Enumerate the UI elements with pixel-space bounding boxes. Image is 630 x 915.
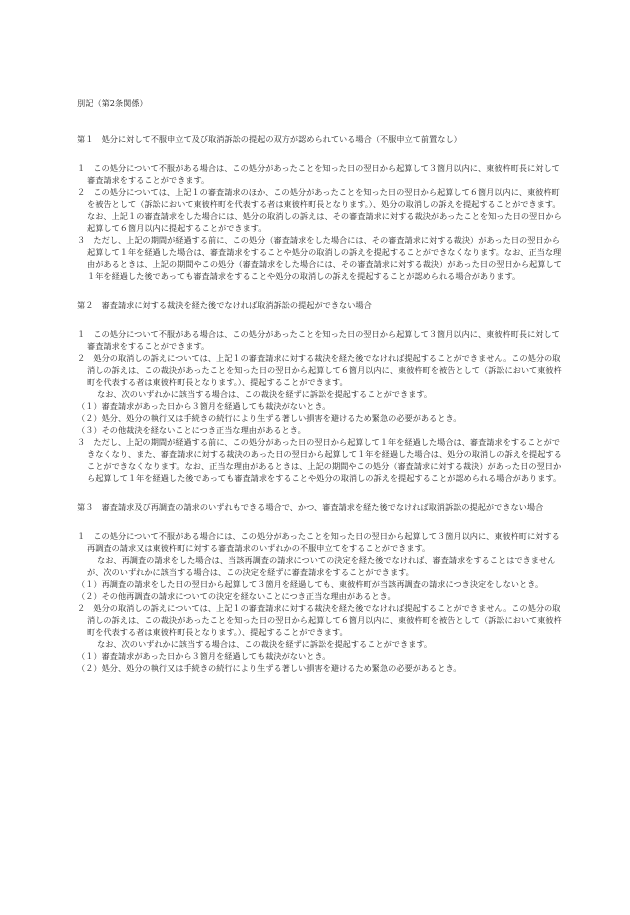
section-1-item-1: １ この処分について不服がある場合は、この処分があったことを知った日の翌日から起算して３箇月以内に、東彼杵町長に対して審査請求をすることができます。 — [77, 163, 560, 185]
section-2-sub-3: （３）その他裁決を経ないことにつき正当な理由があるとき。 — [77, 425, 306, 435]
section-1-item-3: ３ ただし、上記の期間が経過する前に、この処分（審査請求をした場合には、その審査請求に対する裁決）があった日の翌日から起算して１年を経過した場合は、審査請求をすることや処分の取消しの訴えを提起することができなくなります。なお、正当な理由があるときは、上記の期間やこの処分（審査請求をした場合には、その審査請求に対する裁決）があった日の翌日から起算して１年を経過した後であっても審査請求をすることや処分の取消しの訴えを提起することが認められる場合があります。 — [77, 235, 562, 281]
section-1-title: 第１ 処分に対して不服申立て及び取消訴訟の提起の双方が認められている場合（不服申立て前置なし） — [77, 134, 462, 144]
section-3-note-2: なお、次のいずれかに該当する場合は、この裁決を経ずに訴訟を提起することができます。 — [97, 639, 433, 649]
spacer — [77, 109, 562, 133]
section-2-sub-2: （２）処分、処分の執行又は手続きの続行により生ずる著しい損害を避けるため緊急の必要があるとき。 — [77, 413, 462, 423]
section-3-item-2: ２ 処分の取消しの訴えについては、上記１の審査請求に対する裁決を経た後でなければ提起することができません。この処分の取消しの訴えは、この裁決があったことを知った日の翌日から起算して６箇月以内に、東彼杵町を被告として（訴訟において東彼杵町を代表する者は東彼杵町長となります。）、提起することができます。 — [77, 603, 562, 637]
section-2-sub-1: （１）審査請求があった日から３箇月を経過しても裁決がないとき。 — [77, 401, 331, 411]
section-2-item-3: ３ ただし、上記の期間が経過する前に、この処分があった日の翌日から起算して１年を経過した場合は、審査請求をすることができなくなり、また、審査請求に対する裁決のあった日の翌日から起算して１年を経過した場合は、処分の取消しの訴えを提起することができなくなります。なお、正当な理由があるときは、上記の期間やこの処分（審査請求に対する裁決）があった日の翌日から起算して１年を経過した後であっても審査請求をすることや処分の取消しの訴えを提起することが認められる場合があります。 — [77, 437, 562, 483]
spacer — [77, 513, 562, 530]
section-2-title: 第２ 審査請求に対する裁決を経た後でなければ取消訴訟の提起ができない場合 — [77, 300, 372, 310]
section-3-sub-3: （１）審査請求があった日から３箇月を経過しても裁決がないとき。 — [77, 651, 331, 661]
section-2-item-1: １ この処分について不服がある場合は、この処分があったことを知った日の翌日から起算して３箇月以内に、東彼杵町長に対して審査請求をすることができます。 — [77, 329, 560, 351]
section-3-item-1: １ この処分について不服がある場合には、この処分があったことを知った日の翌日から起算して３箇月以内に、東彼杵町に対する再調査の請求又は東彼杵町に対する審査請求のいずれかの不服申立てをすることができます。 — [77, 531, 560, 553]
section-1-item-2: ２ この処分については、上記１の審査請求のほか、この処分があったことを知った日の翌日から起算して６箇月以内に、東彼杵町を被告として（訴訟において東彼杵町を代表する者は東彼杵町長となります。）、処分の取消しの訴えを提起することができます。なお、上記１の審査請求をした場合には、処分の取消しの訴えは、その審査請求に対する裁決があったことを知った日の翌日から起算して６箇月以内に提起することができます。 — [77, 187, 562, 233]
section-3-title: 第３ 審査請求及び再調査の請求のいずれもできる場合で、かつ、審査請求を経た後でなければ取消訴訟の提起ができない場合 — [77, 502, 544, 512]
section-3-sub-1: （１）再調査の請求をした日の翌日から起算して３箇月を経過しても、東彼杵町が当該再調査の請求につき決定をしないとき。 — [77, 579, 544, 589]
section-3-sub-2: （２）その他再調査の請求についての決定を経ないことにつき正当な理由があるとき。 — [77, 591, 396, 601]
document-page — [77, 97, 562, 674]
section-2-item-2: ２ 処分の取消しの訴えについては、上記１の審査請求に対する裁決を経た後でなければ提起することができません。この処分の取消しの訴えは、この裁決があったことを知った日の翌日から起算して６箇月以内に、東彼杵町を被告として（訴訟において東彼杵町を代表する者は東彼杵町長となります。）、提起することができます。 — [77, 353, 562, 387]
spacer — [77, 282, 562, 299]
document-heading: 別記（第2条関係） — [77, 98, 148, 108]
section-3-sub-4: （２）処分、処分の執行又は手続きの続行により生ずる著しい損害を避けるため緊急の必要があるとき。 — [77, 663, 462, 673]
spacer — [77, 145, 562, 162]
spacer — [77, 311, 562, 328]
section-2-note: なお、次のいずれかに該当する場合は、この裁決を経ずに訴訟を提起することができます。 — [97, 389, 433, 399]
section-3-note-1: なお、再調査の請求をした場合は、当該再調査の請求についての決定を経た後でなければ、審査請求をすることはできませんが、次のいずれかに該当する場合は、この決定を経ずに審査請求をすることができます。 — [87, 555, 556, 577]
spacer — [77, 484, 562, 501]
